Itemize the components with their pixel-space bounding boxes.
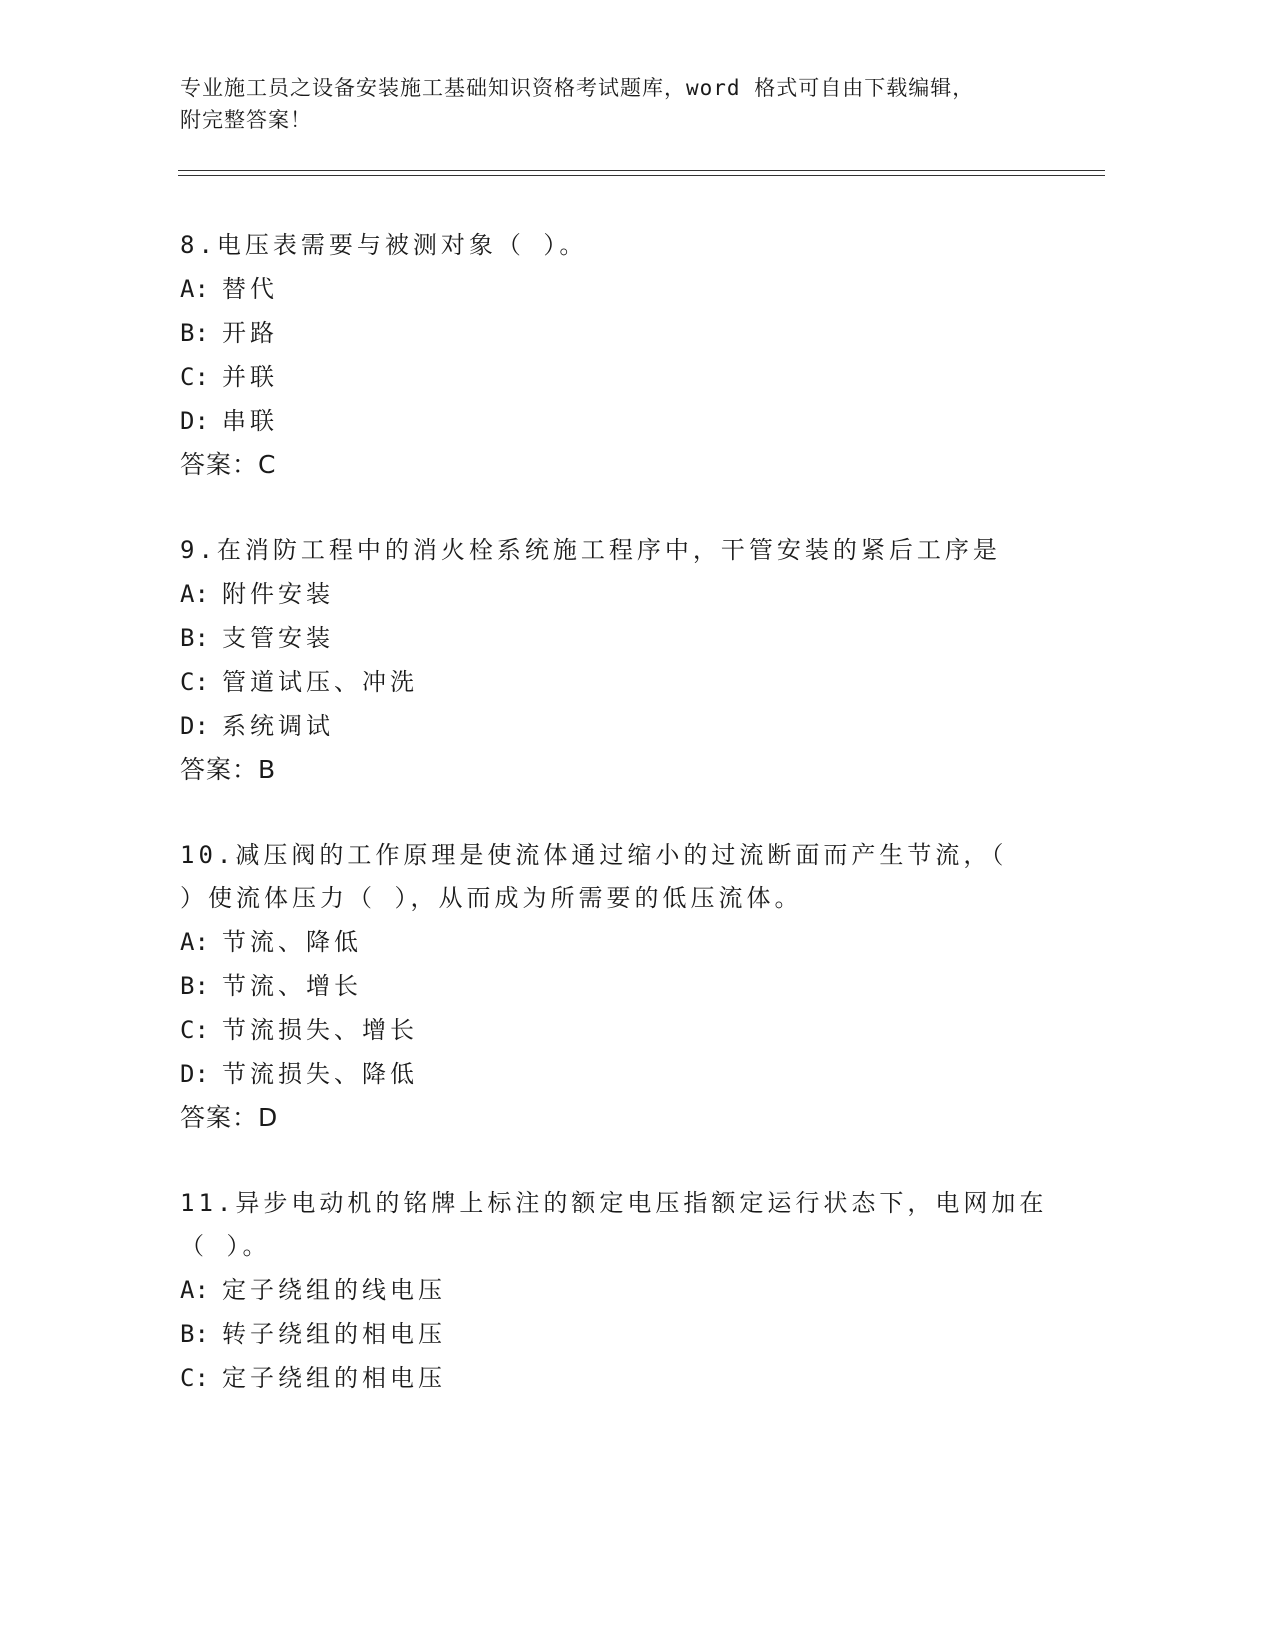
option-label: B: bbox=[180, 624, 209, 652]
option-d bbox=[180, 399, 1060, 443]
option-label: D: bbox=[180, 1060, 209, 1088]
option-label: D: bbox=[180, 712, 209, 740]
option-d bbox=[180, 1052, 1060, 1096]
option-c bbox=[180, 1008, 1060, 1052]
option-label: A: bbox=[180, 928, 209, 956]
option-b bbox=[180, 311, 1060, 355]
option-label: B: bbox=[180, 1320, 209, 1348]
question-8 bbox=[180, 224, 1060, 487]
question-text-line-1: 11.异步电动机的铭牌上标注的额定电压指额定运行状态下，电网加在 bbox=[180, 1189, 1048, 1217]
option-c bbox=[180, 1356, 1060, 1400]
option-text: 节流损失、增长 bbox=[222, 1016, 418, 1044]
option-text: 转子绕组的相电压 bbox=[222, 1320, 446, 1348]
option-label: A: bbox=[180, 1276, 209, 1304]
option-text: 附件安装 bbox=[222, 580, 334, 608]
option-label: C: bbox=[180, 668, 209, 696]
header-line-1: 专业施工员之设备安装施工基础知识资格考试题库，word 格式可自由下载编辑， bbox=[180, 76, 975, 100]
option-label: C: bbox=[180, 363, 209, 391]
option-a bbox=[180, 920, 1060, 964]
option-text: 定子绕组的相电压 bbox=[222, 1364, 446, 1392]
option-text: 节流损失、降低 bbox=[222, 1060, 418, 1088]
option-label: C: bbox=[180, 1016, 209, 1044]
option-b bbox=[180, 964, 1060, 1008]
option-d bbox=[180, 704, 1060, 748]
option-label: B: bbox=[180, 319, 209, 347]
option-text: 并联 bbox=[222, 363, 278, 391]
question-text: 8.电压表需要与被测对象（ ）。 bbox=[180, 231, 588, 259]
option-text: 串联 bbox=[222, 407, 278, 435]
question-text: 9.在消防工程中的消火栓系统施工程序中，干管安装的紧后工序是 bbox=[180, 536, 1001, 564]
option-label: B: bbox=[180, 972, 209, 1000]
option-label: C: bbox=[180, 1364, 209, 1392]
question-9 bbox=[180, 529, 1060, 792]
option-b bbox=[180, 1312, 1060, 1356]
option-a bbox=[180, 1268, 1060, 1312]
header-line-2: 附完整答案！ bbox=[180, 108, 312, 132]
option-text: 定子绕组的线电压 bbox=[222, 1276, 446, 1304]
option-a bbox=[180, 267, 1060, 311]
option-label: A: bbox=[180, 580, 209, 608]
header-divider-bottom bbox=[178, 175, 1105, 176]
option-label: D: bbox=[180, 407, 209, 435]
option-c bbox=[180, 355, 1060, 399]
option-text: 管道试压、冲洗 bbox=[222, 668, 418, 696]
header-divider-top bbox=[178, 170, 1105, 171]
answer-text: 答案：D bbox=[180, 1103, 279, 1132]
document-header bbox=[180, 72, 1060, 136]
question-text-line-2: （ ）。 bbox=[180, 1232, 271, 1260]
option-text: 替代 bbox=[222, 275, 278, 303]
option-text: 支管安装 bbox=[222, 624, 334, 652]
option-text: 开路 bbox=[222, 319, 278, 347]
answer-text: 答案：B bbox=[180, 755, 277, 784]
question-text-line-1: 10.减压阀的工作原理是使流体通过缩小的过流断面而产生节流，（ bbox=[180, 841, 1008, 869]
option-label: A: bbox=[180, 275, 209, 303]
question-11 bbox=[180, 1182, 1060, 1400]
option-text: 系统调试 bbox=[222, 712, 334, 740]
option-a bbox=[180, 572, 1060, 616]
question-10 bbox=[180, 834, 1060, 1140]
option-text: 节流、降低 bbox=[222, 928, 362, 956]
option-c bbox=[180, 660, 1060, 704]
option-b bbox=[180, 616, 1060, 660]
answer-text: 答案：C bbox=[180, 450, 277, 479]
question-text-line-2: ）使流体压力（ ），从而成为所需要的低压流体。 bbox=[180, 884, 803, 912]
option-text: 节流、增长 bbox=[222, 972, 362, 1000]
